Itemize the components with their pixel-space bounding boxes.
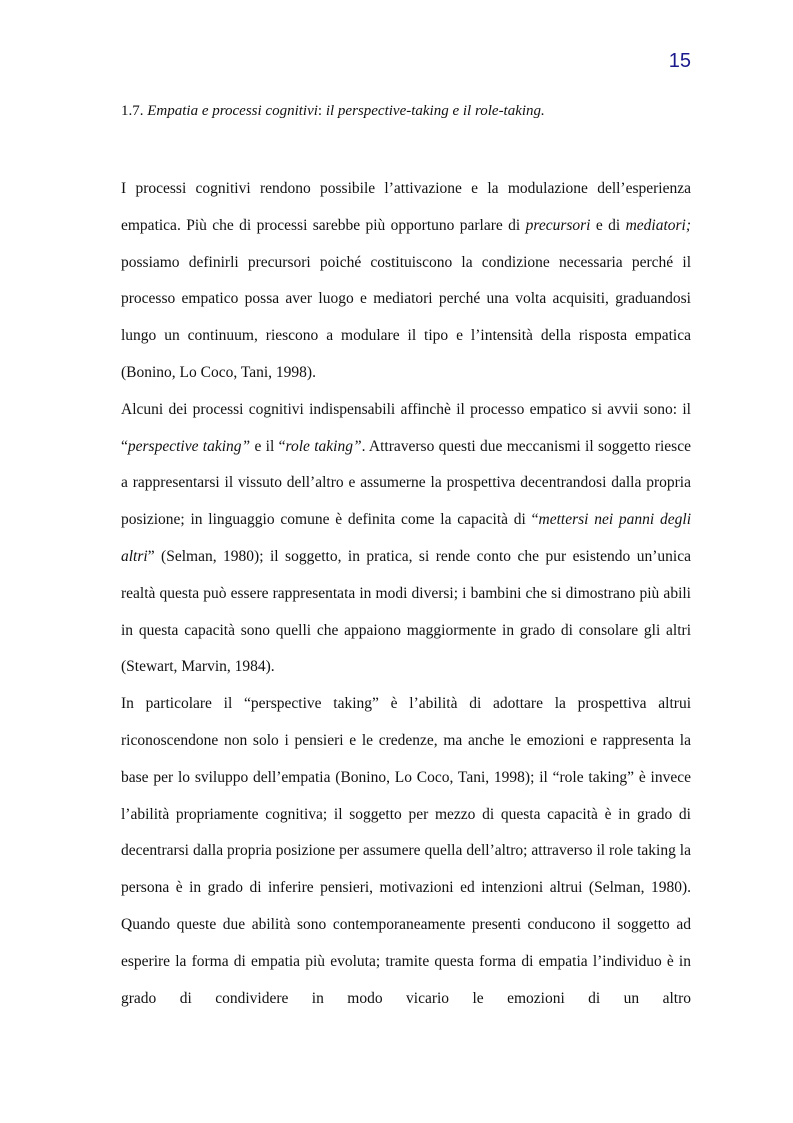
section-title-colon: : — [317, 103, 326, 119]
section-heading — [121, 101, 691, 121]
p2-italic-1: perspective taking” — [127, 437, 251, 455]
p1-text-3: possiamo definirli precursori poiché costituiscono la condizione necessaria perché il processo empatico possa aver luogo e mediatori perché una volta acquisiti, graduandosi lungo un continuum, riescono a modulare il tipo e l’intensità della risposta empatica (Bonino, Lo Coco, Tani, 1998). — [121, 253, 691, 381]
section-title-part2: il perspective-taking e il role-taking. — [325, 103, 545, 119]
paragraph-1 — [121, 171, 691, 392]
p1-italic-2: mediatori; — [625, 216, 692, 234]
section-title-part1: Empatia e processi cognitivi — [147, 103, 318, 119]
p2-italic-2: role taking” — [285, 437, 362, 455]
page-number: 15 — [668, 50, 691, 72]
paragraph-3: In particolare il “perspective taking” è l’abilità di adottare la prospettiva altrui riconoscendone non solo i pensieri e le credenze, ma anche le emozioni e rappresenta la base per lo sviluppo dell’empatia (Bonino, Lo Coco, Tani, 1998); il “role taking” è invece l’abilità propriamente cognitiva; il soggetto per mezzo di questa capacità è in grado di decentrarsi dalla propria posizione per assumere quella dell’altro; attraverso il role taking la persona è in grado di inferire pensieri, motivazioni ed intenzioni altrui (Selman, 1980). Quando queste due abilità sono contemporaneamente presenti conducono il soggetto ad esperire la forma di empatia più evoluta; tramite questa forma di empatia l’individuo è in grado di condividere in modo vicario le emozioni di un altro — [121, 695, 691, 1007]
body-text — [121, 171, 691, 1017]
section-number: 1.7. — [121, 103, 148, 119]
p2-text-4: ” (Selman, 1980); il soggetto, in pratica, si rende conto che pur esistendo un’unica realtà questa può essere rappresentata in modi diversi; i bambini che si dimostrano più abili in questa capacità sono quelli che appaiono maggiormente in grado di consolare gli altri (Stewart, Marvin, 1984). — [121, 547, 691, 676]
p1-text-1: I processi cognitivi rendono possibile l’attivazione e la modulazione dell’esperienza empatica. Più che di processi sarebbe più opportuno parlare di — [121, 180, 691, 234]
p1-italic-1: precursori — [525, 216, 591, 234]
p2-text-1: Alcuni dei processi cognitivi indispensabili affinchè il processo empatico si avvii sono: il “ — [121, 400, 691, 455]
p2-text-3: . Attraverso questi due meccanismi il soggetto riesce a rappresentarsi il vissuto dell’altro e assumerne la prospettiva decentrandosi dalla propria posizione; in linguaggio comune è definita come la capacità di “ — [121, 437, 691, 529]
paragraph-2 — [121, 392, 691, 686]
p2-text-2: e il “ — [250, 437, 286, 455]
p2-italic-3: mettersi nei panni degli altri — [121, 511, 691, 565]
p1-text-2: e di — [590, 216, 626, 234]
